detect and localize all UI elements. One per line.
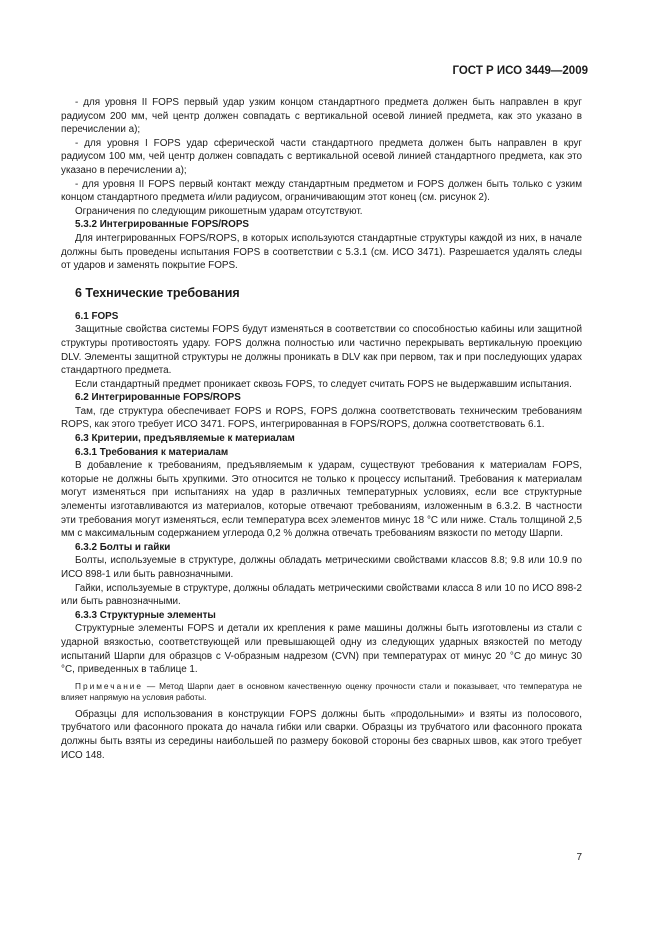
- paragraph: Образцы для использования в конструкции FOPS должны быть «продольными» и взяты из полосового, трубчатого или фасонного проката до начала гибки или сварки. Образцы из трубчатого или фасонного проката должны быть взяты из середины наибольшей по размеру боковой стороны без сварных швов, как этого требует ИСО 148.: [61, 708, 582, 761]
- paragraph: В добавление к требованиям, предъявляемым к ударам, существуют требования к материалам FOPS, которые не должны быть хрупкими. Это относится не только к процессу испытаний. Требования к материалам могут изменяться при испытаниях на удар в различных температурных условиях, если все структурные элементы изготавливаются из материалов, которые отвечают требованиям, изложенным в 6.3.2. В частности эти требования могут изменяться, если температура всех элементов минус 18 °С или ниже. Сталь толщиной 2,5 мм с максимальным содержанием углерода 0,2 % должна отвечать требованиям вязкости по методу Шарпи.: [61, 460, 582, 540]
- note-text: — Метод Шарпи дает в основном качественную оценку прочности стали и показывает, что температура не влияет напрямую на условия работы.: [61, 680, 582, 703]
- note-label: Примечание: [75, 680, 144, 691]
- paragraph: Гайки, используемые в структуре, должны обладать метрическими свойствами класса 8 или 10 по ИСО 898-2 или быть равнозначными.: [61, 582, 582, 608]
- paragraph: - для уровня II FOPS первый удар узким концом стандартного предмета должен быть направлен в круг радиусом 200 мм, чей центр должен совпадать с вертикальной осевой линией предмета, как это указано в перечислении а);: [61, 97, 582, 136]
- paragraph: Защитные свойства системы FOPS будут изменяться в соответствии со способностью кабины или защитной структуры противостоять удару. FOPS должна полностью или частично перекрывать вертикальную проекцию DLV. Элементы защитной структуры не должны проникать в DLV как при первом, так и при последующих ударах стандартного предмета.: [61, 324, 582, 377]
- paragraph: Болты, используемые в структуре, должны обладать метрическими свойствами классов 8.8; 9.8 или 10.9 по ИСО 898-1 или быть равнозначными.: [61, 555, 582, 580]
- subsection-heading: 6.1 FOPS: [75, 310, 119, 322]
- paragraph: Если стандартный предмет проникает сквозь FOPS, то следует считать FOPS не выдержавшим испытания.: [75, 378, 572, 390]
- paragraph: Ограничения по следующим рикошетным ударам отсутствуют.: [75, 205, 363, 217]
- paragraph: - для уровня I FOPS удар сферической части стандартного предмета должен быть направлен в круг радиусом 100 мм, чей центр должен совпадать с вертикальной осевой линией стандартного предмета, как это указано в перечислении а);: [61, 137, 582, 176]
- subsection-heading: 6.3.2 Болты и гайки: [75, 541, 171, 553]
- subsection-heading: 5.3.2 Интегрированные FOPS/ROPS: [75, 219, 250, 231]
- paragraph: Структурные элементы FOPS и детали их крепления к раме машины должны быть изготовлены из стали с ударной вязкостью, соответствующей или превышающей одну из следующих ударных вязкостей по методу испытаний Шарпи для образцов с V-образным надрезом (CVN) при температурах от минус 20 °С до минус 30 °С, приведенных в таблице 1.: [61, 623, 582, 676]
- document-body: [61, 96, 582, 762]
- subsection-heading: 6.3 Критерии, предъявляемые к материалам: [75, 433, 295, 445]
- page-number: 7: [576, 852, 582, 863]
- paragraph: Для интегрированных FOPS/ROPS, в которых используются стандартные структуры каждой из них, в начале должны быть проведены испытания FOPS в соответствии с 5.3.1 (см. ИСО 3471). Разрешается удалять следы от ударов и заменять покрытие FOPS.: [61, 232, 582, 272]
- paragraph: Там, где структура обеспечивает FOPS и ROPS, FOPS должна соответствовать техническим требованиям ROPS, как этого требует ИСО 3471. FOPS, интегрированная в FOPS/ROPS, должна соответствовать 6.1.: [61, 405, 582, 431]
- subsection-heading: 6.2 Интегрированные FOPS/ROPS: [75, 392, 241, 404]
- subsection-heading: 6.3.3 Структурные элементы: [75, 609, 216, 621]
- subsection-heading: 6.3.1 Требования к материалам: [75, 446, 229, 458]
- standard-header: ГОСТ Р ИСО 3449—2009: [452, 65, 588, 77]
- section-heading: 6 Технические требования: [75, 285, 240, 300]
- note: [61, 681, 582, 704]
- paragraph: - для уровня II FOPS первый контакт между стандартным предметом и FOPS должен быть только с узким концом стандартного предмета и/или радиусом, ограничивающим этот конец (см. рисунок 2).: [61, 178, 582, 204]
